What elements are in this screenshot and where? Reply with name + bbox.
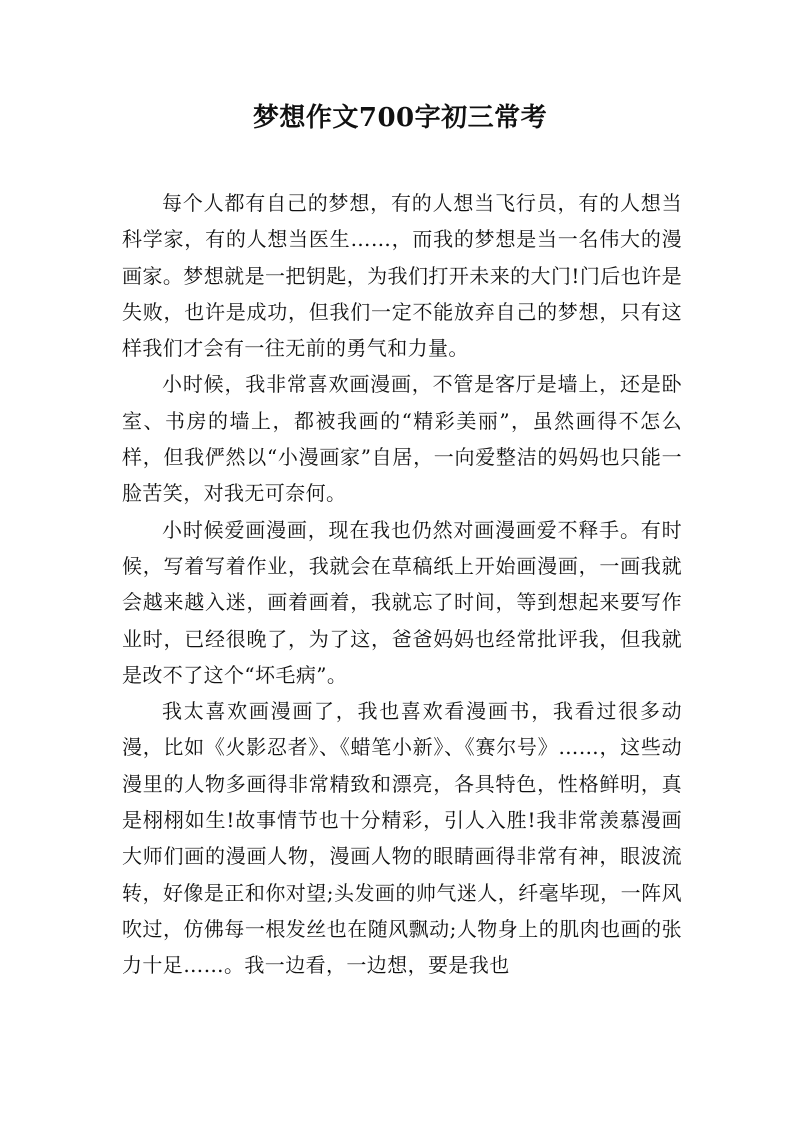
- document-title: 梦想作文700字初三常考: [252, 103, 548, 133]
- paragraph-4: 我太喜欢画漫画了，我也喜欢看漫画书，我看过很多动漫，比如《火影忍者》、《蜡笔小新》、《赛尔号》……，这些动漫里的人物多画得非常精致和漂亮，各具特色，性格鲜明，真是栩栩如生!故事情节也十分精彩，引人入胜!我非常羡慕漫画大师们画的漫画人物，漫画人物的眼睛画得非常有神，眼波流转，好像是正和你对望;头发画的帅气迷人，纤毫毕现，一阵风吹过，仿佛每一根发丝也在随风飘动;人物身上的肌肉也画的张力十足……。我一边看，一边想，要是我也: [122, 699, 682, 978]
- paragraph-1: 每个人都有自己的梦想，有的人想当飞行员，有的人想当科学家，有的人想当医生……，而我的梦想是当一名伟大的漫画家。梦想就是一把钥匙，为我们打开未来的大门!门后也许是失败，也许是成功，但我们一定不能放弃自己的梦想，只有这样我们才会有一往无前的勇气和力量。: [122, 191, 682, 361]
- document-body: [122, 185, 682, 984]
- paragraph-3: 小时候爱画漫画，现在我也仍然对画漫画爱不释手。有时候，写着写着作业，我就会在草稿纸上开始画漫画，一画我就会越来越入迷，画着画着，我就忘了时间，等到想起来要写作业时，已经很晚了，为了这，爸爸妈妈也经常批评我，但我就是改不了这个“坏毛病”。: [122, 517, 682, 687]
- paragraph-2: 小时候，我非常喜欢画漫画，不管是客厅是墙上，还是卧室、书房的墙上，都被我画的“精彩美丽”，虽然画得不怎么样，但我俨然以“小漫画家”自居，一向爱整洁的妈妈也只能一脸苦笑，对我无可奈何。: [122, 372, 682, 506]
